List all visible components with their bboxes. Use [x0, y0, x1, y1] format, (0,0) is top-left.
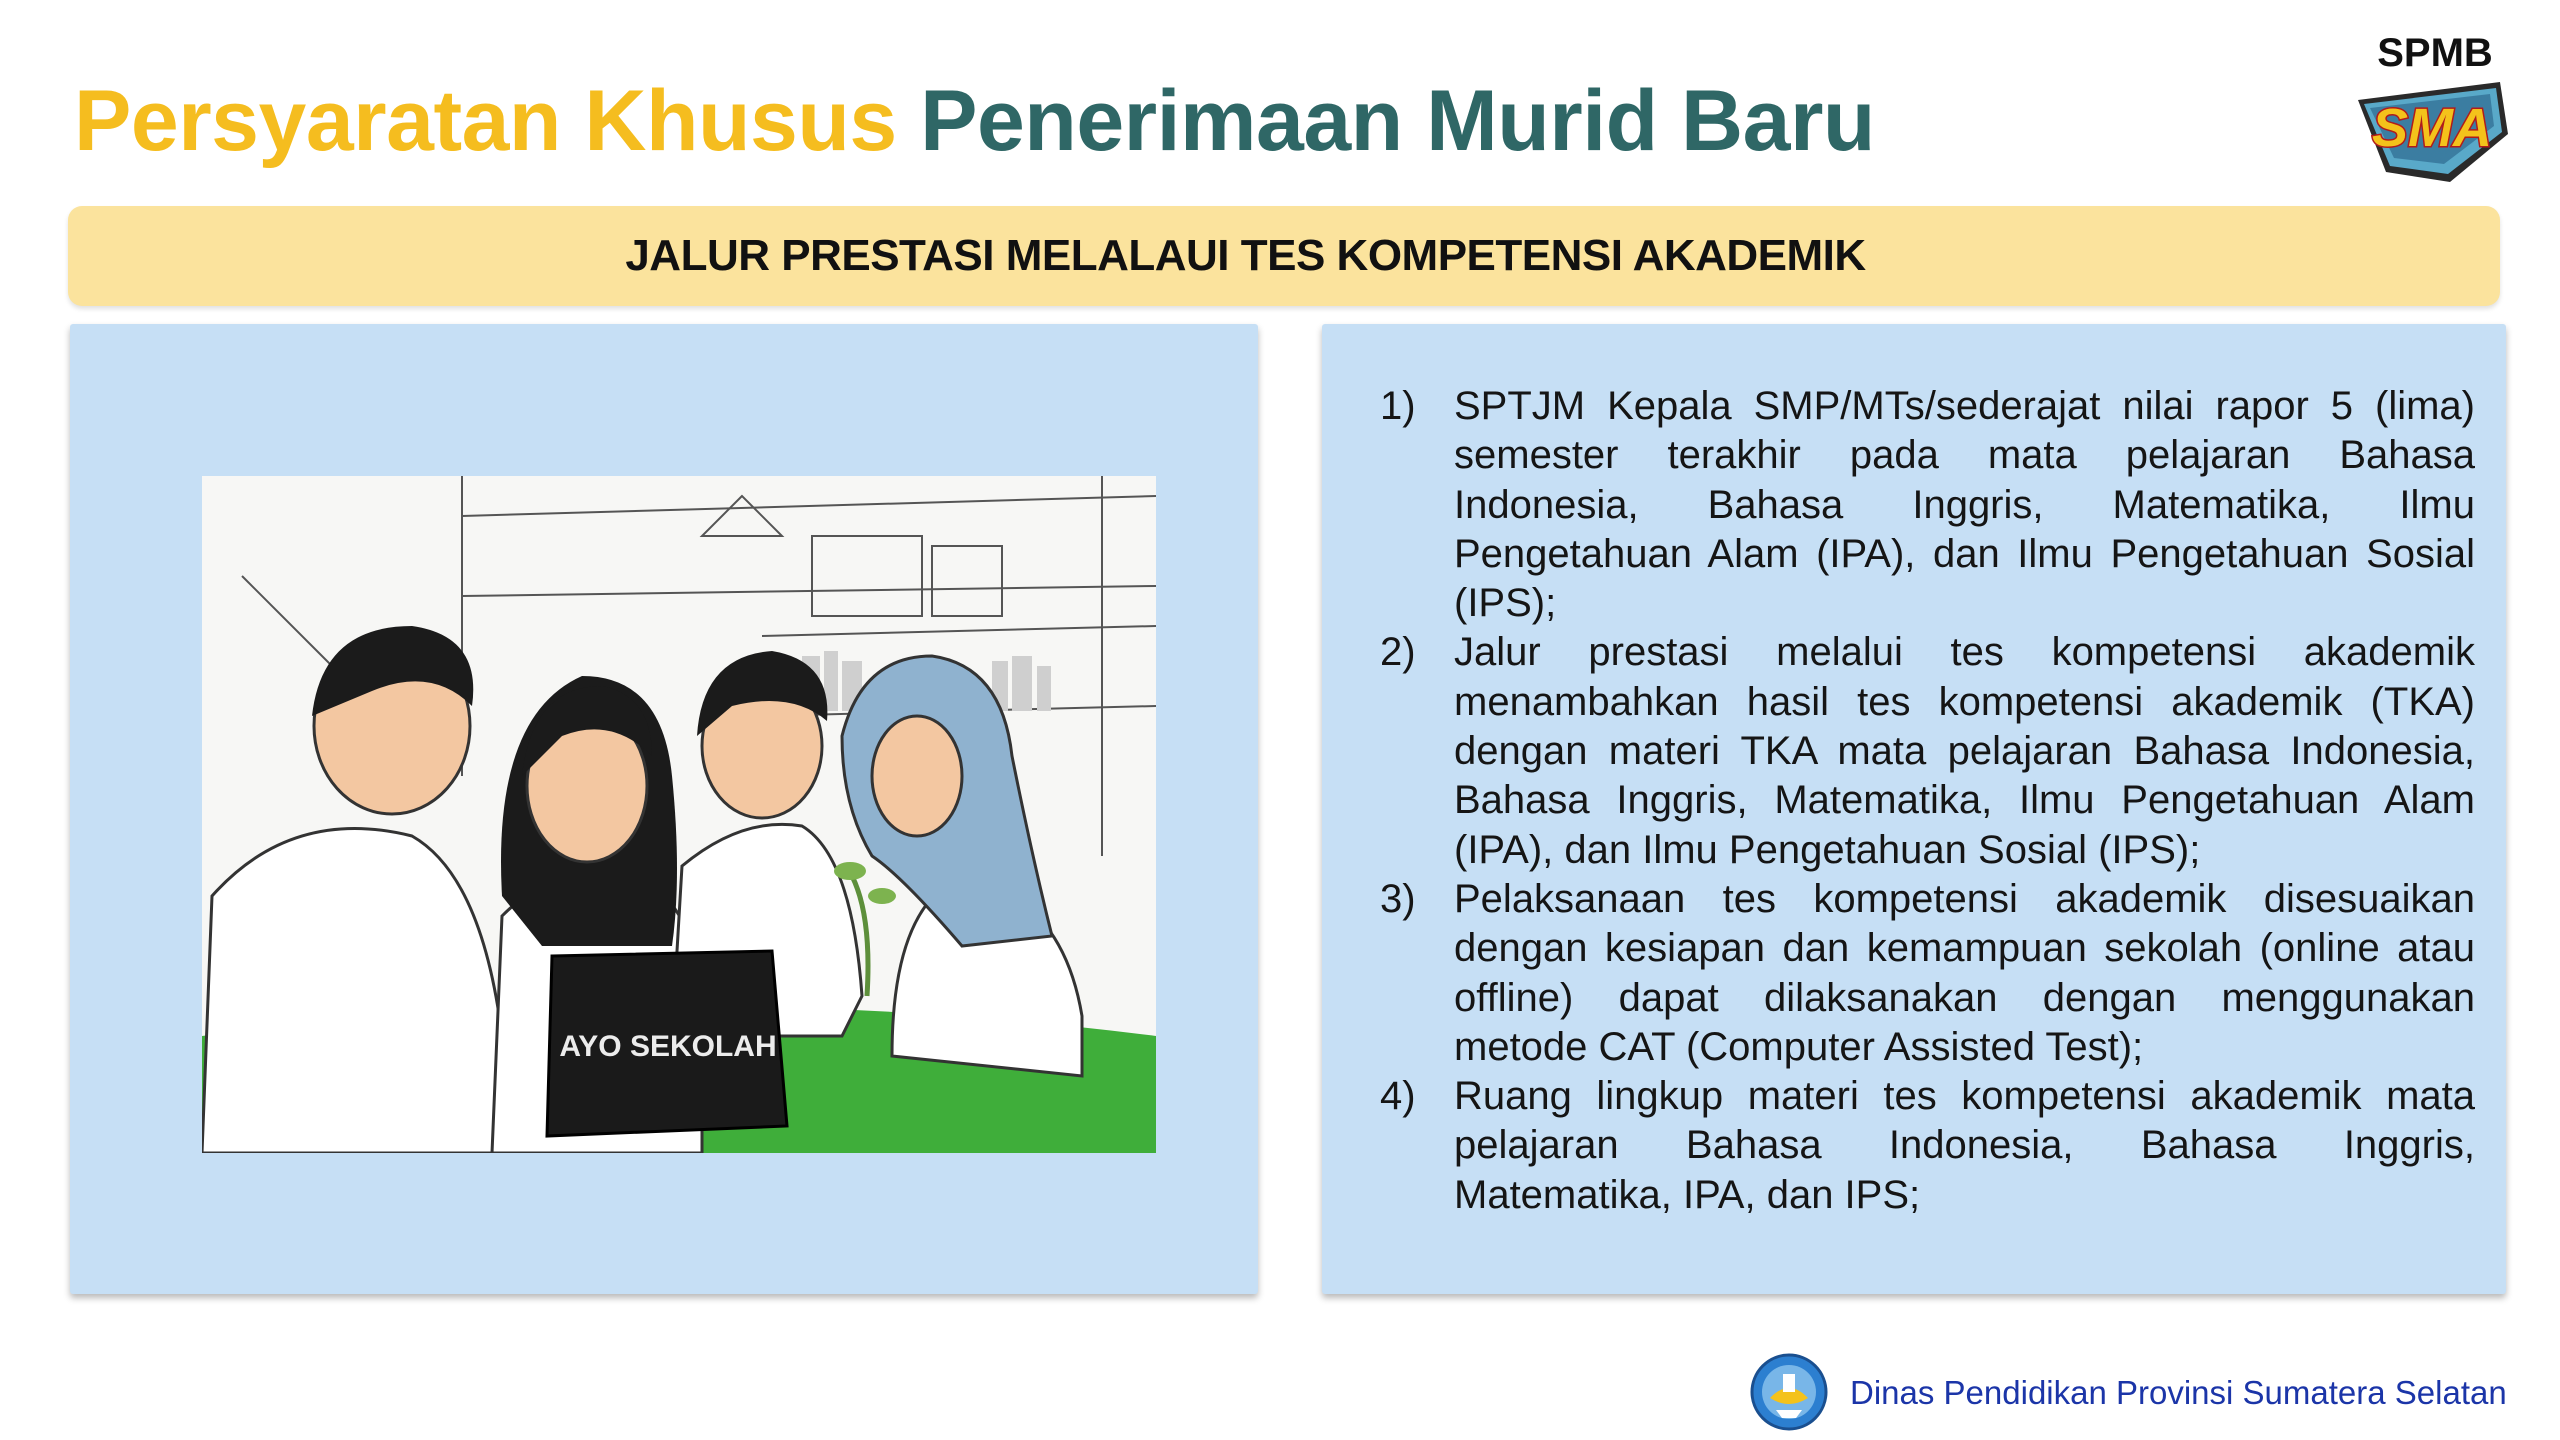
list-item-text: Jalur prestasi melalui tes kompetensi akademik menambahkan hasil tes kompetensi akademik (TKA) dengan materi TKA mata pelajaran Bahasa Indonesia, Bahasa Inggris, Matematika, Ilmu Pengetahuan Alam (IPA), dan Ilmu Pengetahuan Sosial (IPS);	[1454, 630, 2475, 872]
list-item-text: Ruang lingkup materi tes kompetensi akademik mata pelajaran Bahasa Indonesia, Bahasa Inggris, Matematika, IPA, dan IPS;	[1454, 1074, 2475, 1217]
list-item-number: 2)	[1380, 630, 1416, 675]
title-main: Penerimaan Murid Baru	[920, 73, 1875, 169]
list-item-number: 1)	[1380, 384, 1416, 428]
list-item-text: Pelaksanaan tes kompetensi akademik disesuaikan dengan kesiapan dan kemampuan sekolah (online atau offline) dapat dilaksanakan dengan menggunakan metode CAT (Computer Assisted Test);	[1454, 876, 2475, 1069]
footer-organization-name: Dinas Pendidikan Provinsi Sumatera Selatan	[1850, 1374, 2507, 1411]
list-item	[1380, 628, 2475, 874]
logo-spmb-text: SPMB	[2377, 31, 2493, 75]
list-item	[1380, 875, 2475, 1072]
list-item	[1380, 1072, 2475, 1220]
list-item-number: 3)	[1380, 876, 1416, 921]
spmb-sma-logo	[2340, 22, 2520, 192]
banner-title: JALUR PRESTASI MELALAUI TES KOMPETENSI AKADEMIK	[625, 231, 1866, 280]
list-item-number: 4)	[1380, 1074, 1416, 1119]
tut-wuri-handayani-icon	[1750, 1352, 1828, 1432]
list-item-text: SPTJM Kepala SMP/MTs/sederajat nilai rapor 5 (lima) semester terakhir pada mata pelajaran Bahasa Indonesia, Bahasa Inggris, Matematika, Ilmu Pengetahuan Alam (IPA), dan Ilmu Pengetahuan Sosial (IPS);	[1454, 384, 2475, 626]
requirements-list	[1380, 382, 2475, 1220]
logo-sma-text: SMA	[2372, 98, 2492, 158]
list-item	[1380, 382, 2475, 628]
laptop-sticker-text: AYO SEKOLAH	[559, 1030, 777, 1063]
illustration-panel	[70, 324, 1258, 1294]
requirements-panel	[1322, 324, 2506, 1294]
page-title	[74, 73, 1875, 169]
title-highlight: Persyaratan Khusus	[74, 73, 897, 169]
section-banner	[68, 206, 2500, 306]
students-studying-illustration	[202, 476, 1156, 1153]
